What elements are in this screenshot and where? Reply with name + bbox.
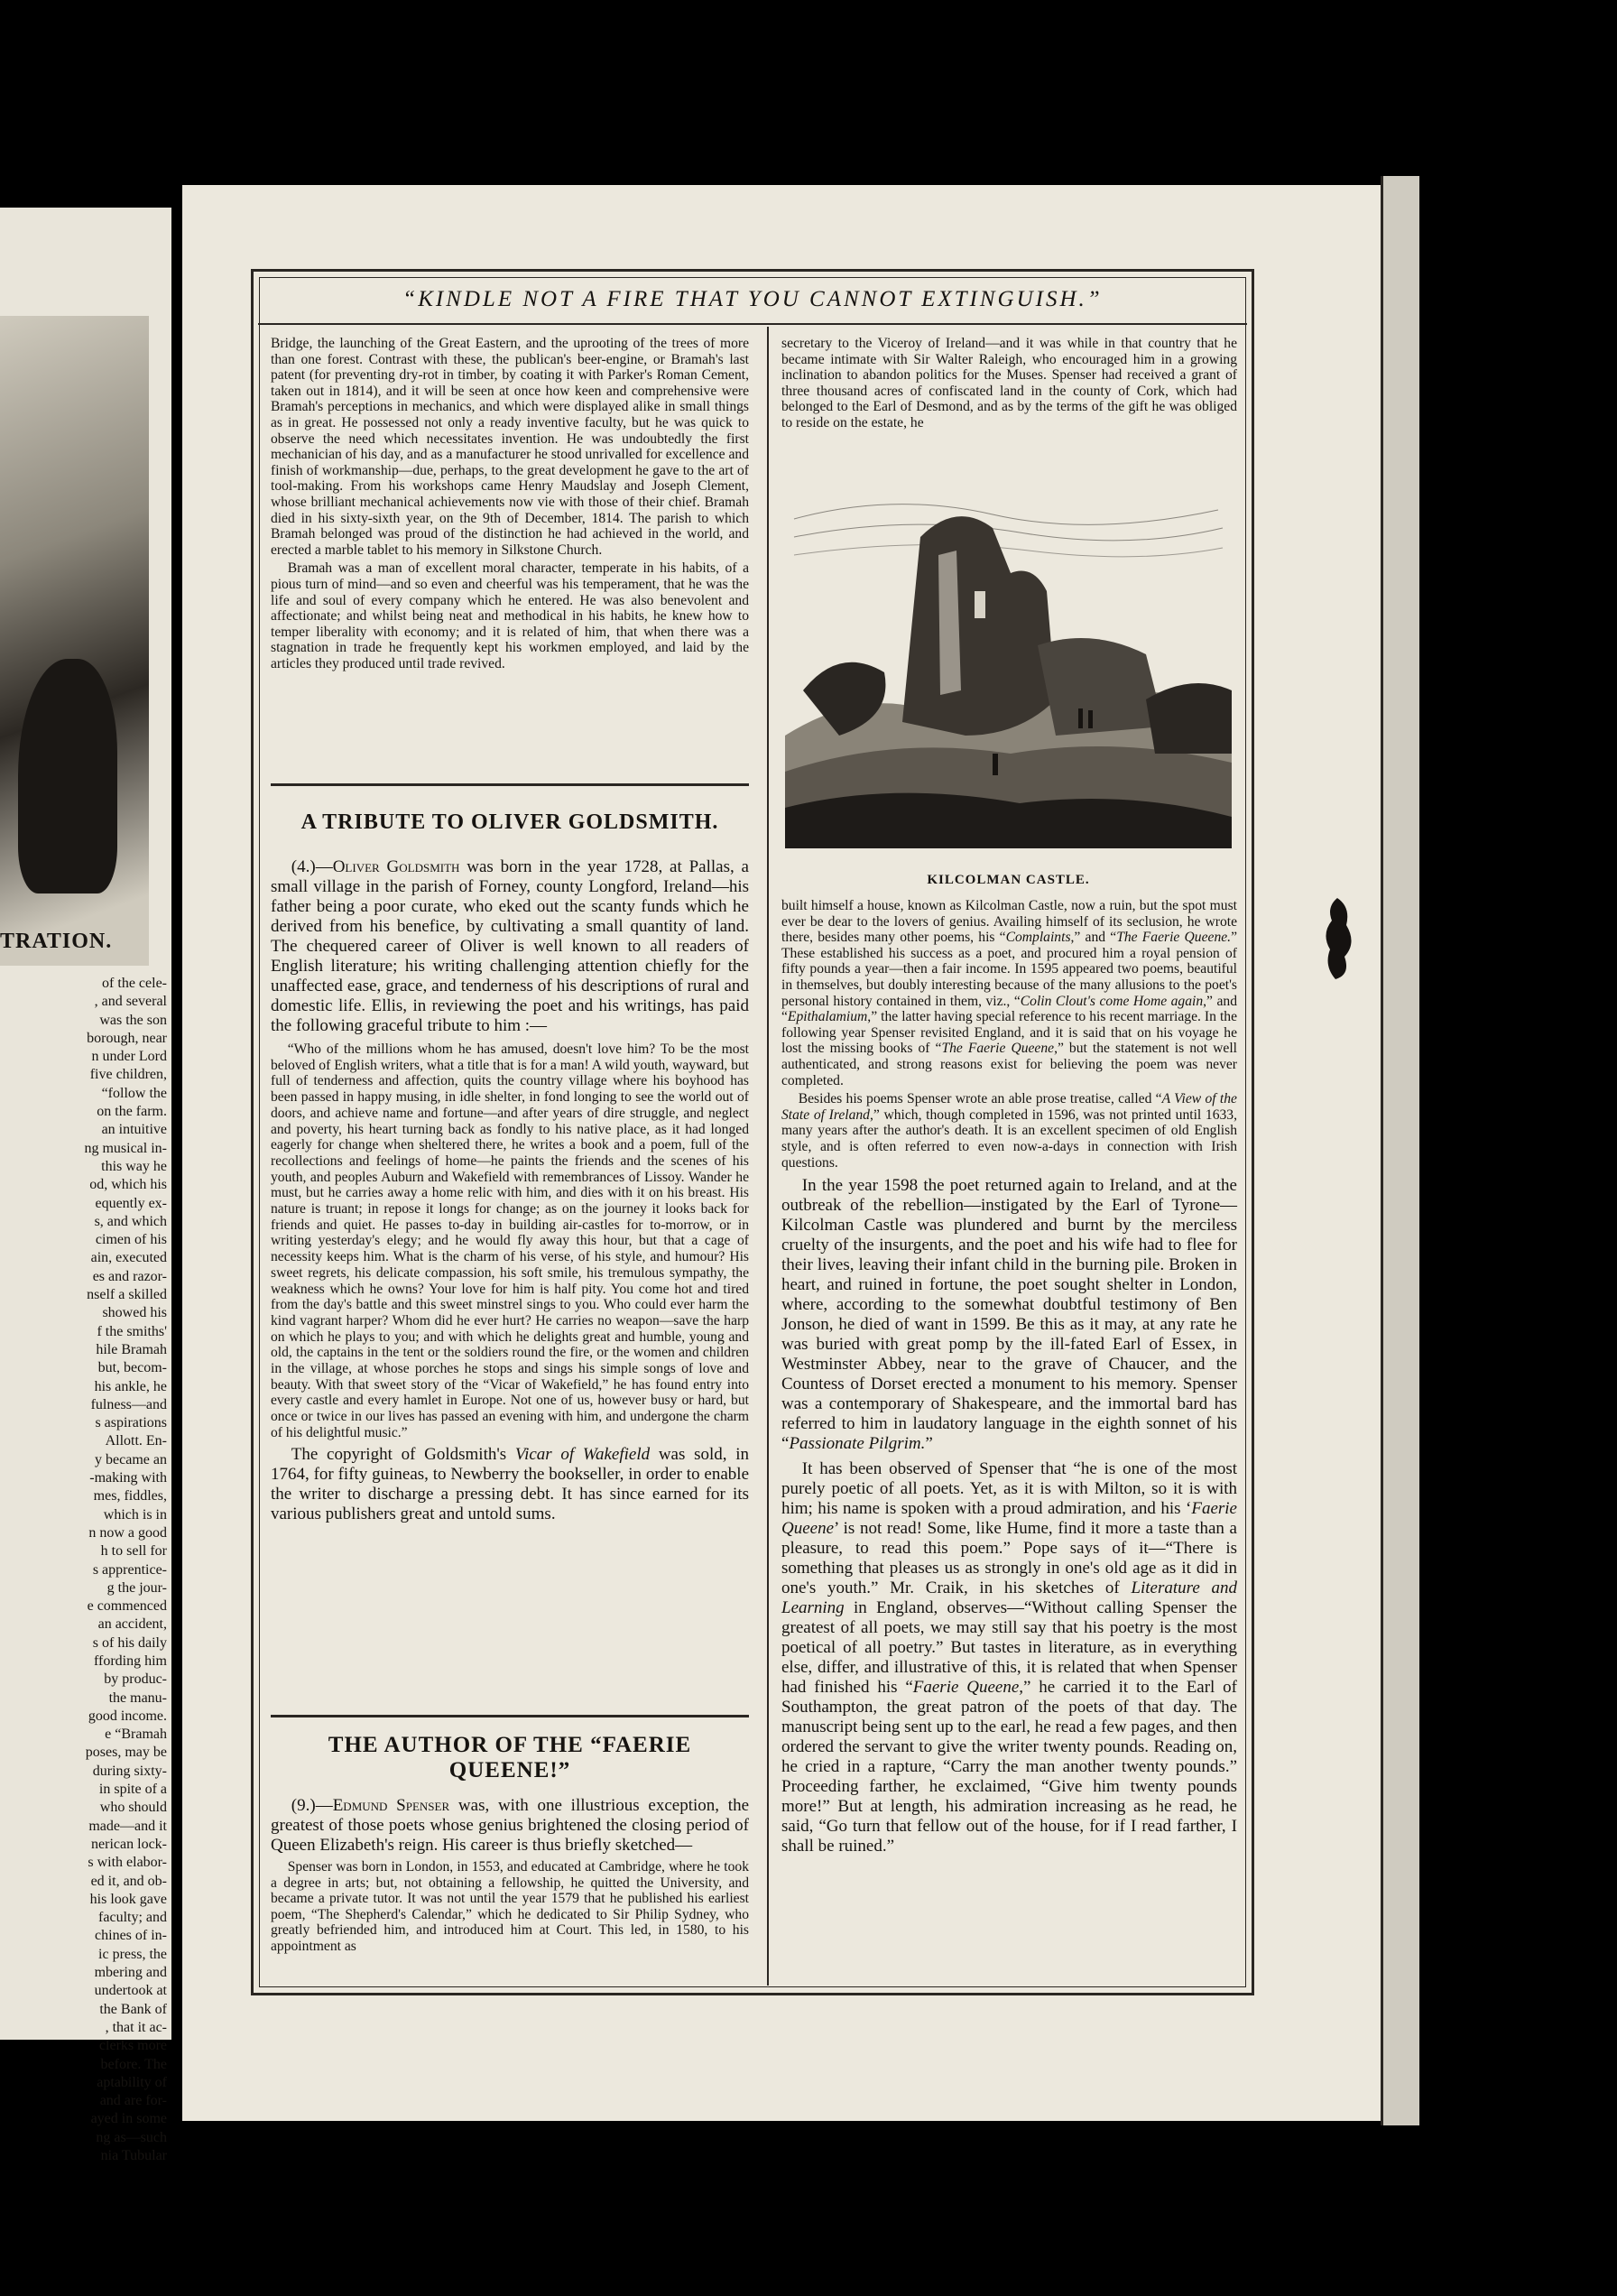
spenser-intro: (9.)—Edmund Spenser was, with one illustrious exception, the greatest of those poets whose genius brightened the closing period of Queen Elizabeth's reign. His career is thus briefly sketched— [271,1796,750,1855]
bramah-paragraph-1: Bridge, the launching of the Great Eastern, and the uprooting of the trees of more than one forest. Contrast with these, the publican's beer-engine, or Bramah's last patent (for preventing dry-rot in timber, by coating it with Parker's Roman Cement, taken out in 1814), and it will be seen at once how keen and comprehensive were Bramah's perceptions in mechanics, and which were displayed alike in small things as in great. He possessed not only a ready inventive faculty, but he was quick to observe the need which necessitates invention. He was undoubtedly the first mechanician of his day, and as a manufacturer he stood unrivalled for excellence and finish of workmanship—due, perhaps, to the great development he gave to the art of tool-making. From his workshops came Henry Maudslay and Joseph Clement, whose brilliant mechanical achievements now vie with those of their chief. Bramah died in his sixty-sixth year, on the 9th of December, 1814. The parish to which Bramah belonged was proud of the distinction he had achieved in the world, and erected a marble tablet to his memory in Silkstone Church. [271,336,749,558]
reception-paragraph: It has been observed of Spenser that “he is one of the most purely poetic of all poets. Yet, as it is with Milton, so it is with him; his name is spoken with a proud admiration, and his ‘Faerie Queene’ is not read! Some, like Hume, find it more a taste than a pleasure, to read this poem.” Pope says of it—“There is something that pleases us as strongly in one's old age as it did in one's youth.” Mr. Craik, in his sketches of Literature and Learning in England, observes—“Without calling Spenser the greatest of all poets, we may still say that his poetry is the most poetical of all poetry.” But tastes in literature, as in everything else, differ, and illustrative of this, it is related that when Spenser had finished his “Faerie Queene,” he carried it to the Earl of Southampton, the great patron of the poets of that day. The manuscript being sent up to the earl, he read a few pages, and then ordered the servant to give the writer twenty pounds. Reading on, he cried in a rapture, “Carry the man another twenty pounds.” Proceeding farther, he exclaimed, “Give him twenty pounds more!” But at length, his admiration increasing as he read, he said, “Go turn that fellow out of the house, for if I read farther, I shall be ruined.” [781,1459,1238,1856]
spenser-heading: THE AUTHOR OF THE “FAERIE QUEENE!” [328,1733,692,1782]
goldsmith-tribute-quote: “Who of the millions whom he has amused, doesn't love him? To be the most beloved of English writers, what a title that is for a man! A wild youth, wayward, but full of tenderness and affection, quits the country village where his boyhood has been passed in happy musing, in idle shelter, in fond longing to see the world out of doors, and achieve name and fortune—and after years of dire struggle, and neglect and poverty, his heart turning back as fondly to his native place, as it had longed eagerly for change when sheltered there, he writes a book and a poem, full of the recollections and feelings of home—he paints the friends and the scenes of his youth, and peoples Auburn and Wakefield with remembrances of Lissoy. Wander he must, but he carries away a home relic with him, and dies with it on his breast. His nature is truant; in repose it longs for change; as on the journey it looks back for friends and quiet. He passes to-day in building air-castles for to-morrow, or in writing yesterday's elegy; and he would fly away this hour, but that a cage of necessity keeps him. What is the charm of his verse, of his style, and humour? His sweet regrets, his delicate compassion, his soft smile, his tremulous sympathy, the weakness which he owns? Your love for him is half pity. You come hot and tired from the day's battle and this sweet minstrel sings to you. Who could ever harm the kind vagrant harper? Whom did he ever hurt? He carries no weapon—save the harp on which he plays to you; and with which he delights great and humble, young and old, the captains in the tent or the soldiers round the fire, or the women and children in the village, at whose porches he stops and sings his simple songs of love and beauty. With that sweet story of the “Vicar of Wakefield,” he has found entry into every castle and every hamlet in Europe. Not one of us, however busy or hard, but once or twice in our lives has passed an evening with him, and undergone the charm of his delightful music.” [271,1042,749,1440]
running-head: “KINDLE NOT A FIRE THAT YOU CANNOT EXTINGUISH.” [402,287,1103,311]
adjacent-page [0,208,171,2163]
kilcolman-paragraph: built himself a house, known as Kilcolman Castle, now a ruin, but the spot must ever be dear to the lovers of genius. Availing himself of its seclusion, he wrote there, besides many other poems, his “Complaints,” and “The Faerie Queene.” These established his success as a poet, and procured him a royal pension of fifty pounds a year—then a fair income. In 1595 appeared two poems, beautiful in themselves, but doubly interesting because of the many allusions to the poet's personal history contained in them, viz., “Colin Clout's come Home again,” and “Epithalamium,” the latter having special reference to his recent marriage. In the following year Spenser revisited England, and it is said that on his voyage he lost the missing books of “The Faerie Queene,” but the statement is not well authenticated, and strong reasons exist for believing the poem was never completed. [781,898,1237,1088]
goldsmith-article [271,857,749,1524]
header-rule [258,323,1247,325]
goldsmith-copyright: The copyright of Goldsmith's Vicar of Wakefield was sold, in 1764, for fifty guineas, to Newberry the bookseller, in order to enable the writer to discharge a pressing debt. It has since earned for its various publishers great and untold sums. [271,1444,750,1523]
spenser-continued [781,898,1237,1856]
bramah-article [271,336,749,671]
ink-blot [1319,893,1359,984]
section-rule [271,783,749,786]
goldsmith-intro: (4.)—Oliver Goldsmith was born in the year 1728, at Pallas, a small village in the parish of Forney, county Longford, Ireland—his father being a poor curate, who eked out the scanty funds which he derived from his benefice, by cultivating a small quantity of land. The chequered career of Oliver is well known to all readers of English literature; his writing challenging attention chiefly for the unaffected ease, grace, and tenderness of his descriptions of rural and domestic life. Ellis, in reviewing the poet and his writings, has paid the following graceful tribute to him :— [271,857,749,1035]
adjacent-page-engraving [0,316,149,966]
spenser-continued-top [781,336,1237,431]
prose-treatise-paragraph: Besides his poems Spenser wrote an able prose treatise, called “A View of the State of Ireland,” which, though completed in 1596, was not printed until 1633, many years after the author's death. It is an excellent specimen of old English style, and is often referred to even now-a-days in connection with Irish questions. [781,1091,1237,1171]
adjacent-page-heading: TRATION. [0,930,113,953]
section-rule-2 [271,1715,749,1717]
kilcolman-castle-engraving [785,465,1232,848]
spenser-paragraph-cont: secretary to the Viceroy of Ireland—and it was while in that country that he became intimate with Sir Walter Raleigh, who encouraged him in a growing inclination to abandon politics for the Muses. Spenser had received a grant of three thousand acres of confiscated land in the county of Cork, which had belonged to the Earl of Desmond, and as by the terms of the gift he was obliged to reside on the estate, he [781,336,1237,430]
rebellion-paragraph: In the year 1598 the poet returned again to Ireland, and at the outbreak of the rebellion—instigated by the Earl of Tyrone—Kilcolman Castle was plundered and burnt by the merciless cruelty of the insurgents, and the poet and his wife had to flee for their lives, leaving their infant child in the burning pile. Broken in heart, and ruined in fortune, the poet sought shelter in London, where, according to the somewhat doubtful testimony of Ben Jonson, he died of want in 1599. Be this as it may, at any rate he was buried with great pomp by the ill-fated Earl of Essex, in Westminster Abbey, near to the grave of Chaucer, and the Countess of Dorset erected a monument to his memory. Spenser was a contemporary of Shakespeare, and the immortal bard has referred to him in laudatory language in the eighth sonnet of his “Passionate Pilgrim.” [781,1176,1237,1454]
page-gutter [171,181,182,2076]
spenser-article [271,1796,749,1955]
column-divider [767,327,769,1986]
castle-caption: KILCOLMAN CASTLE. [927,873,1090,887]
page-edge [1381,176,1419,2125]
bramah-paragraph-2: Bramah was a man of excellent moral character, temperate in his habits, of a pious turn of mind—and so even and cheerful was his temperament, that he was the life and soul of every company which he entered. He was also benevolent and affectionate; and whilst being neat and methodical in his habits, he knew how to temper liberality with economy; and it is related of him, that when there was a stagnation in trade he frequently kept his workmen employed, and laid by the articles they produced until trade revived. [271,560,749,671]
adjacent-page-text: of the cele- , and several was the son borough, near n under Lord five children, “follow the on the farm. an intuitive ng musical in- this way he od, which his equently ex- s, and which cimen of his ain, executed es and razor- nself a skilled showed his f the smiths' hile Bramah but, becom- his ankle, he fulness—and s aspirations Allott. En- y became an -making with mes, fiddles, which is in n now a good h to sell for s apprentice- g the jour- e commenced an accident, s of his daily ffording him by produc- the manu- good income. e “Bramah poses, may be during sixty- in spite of a who should made—and it nerican lock- s with elabor- ed it, and ob- his look gave faculty; and chines of in- ic press, the mbering and undertook at the Bank of , that it ac- clerks more before. The aptability of and are for- ayed in some ng as—such nia Tubular [84,976,167,2163]
spenser-biography: Spenser was born in London, in 1553, and educated at Cambridge, where he took a degree in arts; but, not obtaining a fellowship, he quitted the University, and became a private tutor. It was not until the year 1579 that he published his earliest poem, “The Shepherd's Calendar,” which he dedicated to Sir Philip Sydney, who greatly befriended him, and introduced him at Court. This led, in 1580, to his appointment as [271,1859,749,1954]
goldsmith-heading: A TRIBUTE TO OLIVER GOLDSMITH. [300,810,719,834]
